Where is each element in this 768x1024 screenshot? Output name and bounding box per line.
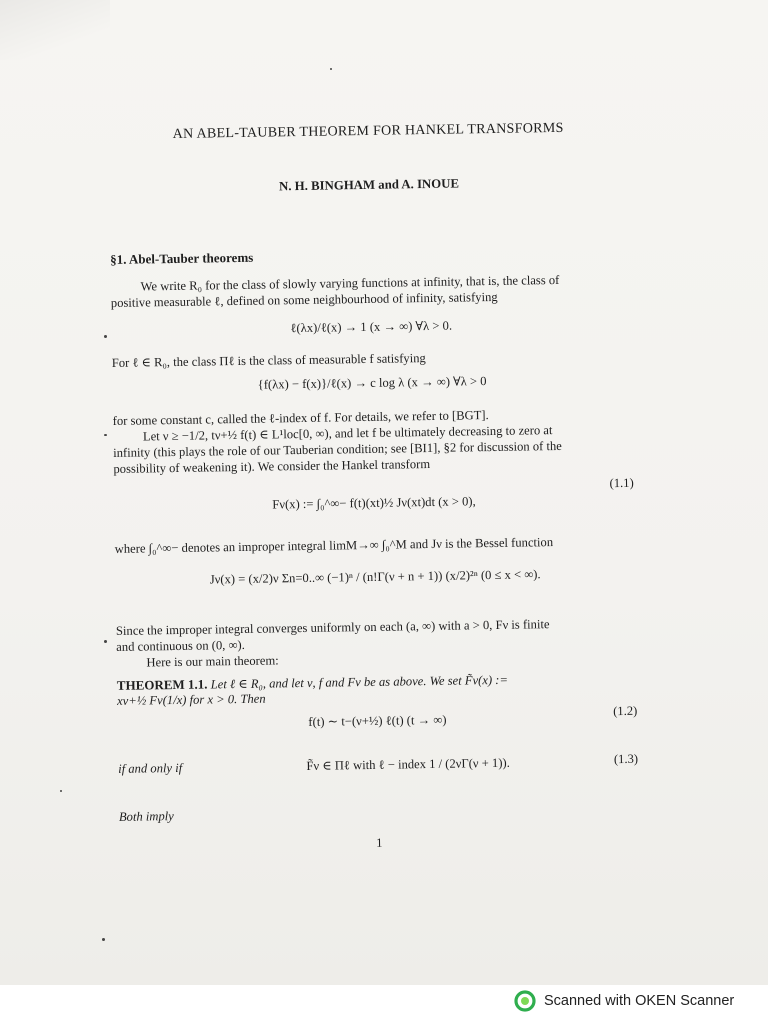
theorem-text: if and only if — [118, 760, 183, 776]
equation-1-1: Fν(x) := ∫₀^∞− f(t)(xt)½ Jν(xt)dt (x > 0), — [272, 494, 476, 512]
equation-1-3: F̃ν ∈ Πℓ with ℓ − index 1 / (2νΓ(ν + 1)). — [306, 755, 510, 773]
watermark-text: Scanned with OKEN Scanner — [544, 993, 735, 1009]
scan-speck — [104, 335, 107, 338]
paper-authors: N. H. BINGHAM and A. INOUE — [278, 176, 460, 194]
paper-body — [108, 114, 639, 850]
paragraph-line: possibility of weakening it). We consider the Hankel transform — [113, 456, 431, 476]
paragraph-line: Since the improper integral converges uniformly on each (a, ∞) with a > 0, Fν is finite — [115, 617, 550, 638]
oken-logo-icon — [514, 990, 536, 1012]
paper-title: AN ABEL-TAUBER THEOREM FOR HANKEL TRANSFORMS — [172, 120, 564, 142]
equation: {f(λx) − f(x)}/ℓ(x) → c log λ (x → ∞) ∀λ > 0 — [257, 374, 487, 392]
theorem-line — [117, 692, 266, 709]
paragraph-line: infinity (this plays the role of our Tauberian condition; see [BI1], §2 for discussion of the — [113, 438, 562, 460]
theorem-text: Both imply — [118, 809, 174, 824]
theorem-text: xν+½ Fν(1/x) for x > 0. Then — [116, 691, 266, 708]
paragraph-line: where ∫₀^∞− denotes an improper integral limM→∞ ∫₀^M and Jν is the Bessel function — [114, 535, 554, 556]
scan-speck — [60, 790, 62, 792]
scanner-watermark — [514, 990, 734, 1012]
equation-number: (1.3) — [613, 751, 639, 767]
equation-1-2: f(t) ∼ t−(ν+½) ℓ(t) (t → ∞) — [308, 712, 447, 729]
equation-bessel: Jν(x) = (x/2)ν Σn=0..∞ (−1)ⁿ / (n!Γ(ν + n + 1)) (x/2)²ⁿ (0 ≤ x < ∞). — [209, 567, 541, 587]
paragraph-line: Here is our main theorem: — [146, 653, 279, 670]
paragraph-line: and continuous on (0, ∞). — [116, 637, 245, 654]
theorem-label: THEOREM 1.1. — [116, 676, 208, 693]
page-number: 1 — [376, 835, 383, 850]
scan-speck — [330, 68, 332, 70]
paragraph-line: for some constant c, called the ℓ-index of f. For details, we refer to [BGT]. — [112, 408, 489, 428]
paragraph-line: positive measurable ℓ, defined on some neighbourhood of infinity, satisfying — [110, 289, 498, 310]
paragraph-line: For ℓ ∈ R₀, the class Πℓ is the class of measurable f satisfying — [111, 351, 426, 370]
scan-speck — [104, 434, 107, 436]
equation: ℓ(λx)/ℓ(x) → 1 (x → ∞) ∀λ > 0. — [290, 318, 453, 336]
scan-speck — [102, 938, 105, 941]
equation-number: (1.1) — [609, 475, 634, 491]
equation-number: (1.2) — [613, 703, 638, 719]
theorem-line — [117, 672, 508, 694]
theorem-line — [119, 809, 174, 825]
paragraph-line: We write R₀ for the class of slowly varying functions at infinity, that is, the class of — [140, 272, 560, 294]
theorem-text: Let ℓ ∈ R₀, and let ν, f and Fν be as above. We set F̃ν(x) := — [210, 672, 509, 692]
scan-speck — [104, 640, 107, 643]
paragraph-line: Let ν ≥ −1/2, tν+½ f(t) ∈ L¹loc[0, ∞), and let f be ultimately decreasing to zero at — [142, 423, 553, 444]
section-heading: §1. Abel-Tauber theorems — [110, 249, 254, 267]
